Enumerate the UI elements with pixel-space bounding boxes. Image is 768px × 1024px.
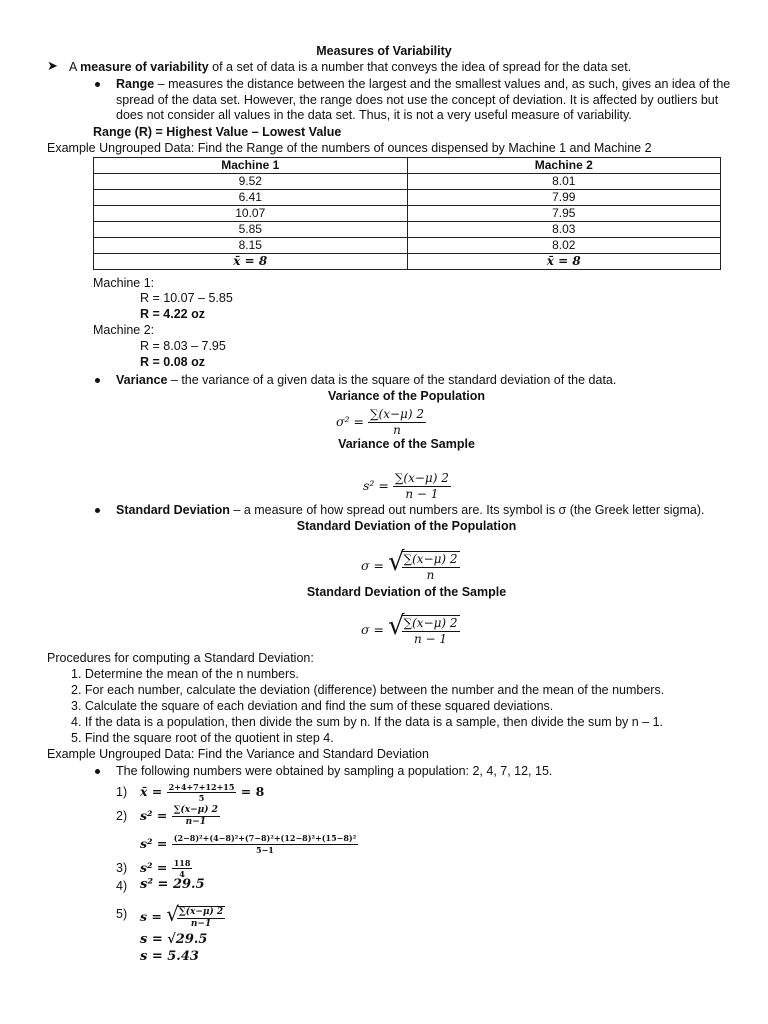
formula-lhs: s² = — [140, 808, 168, 823]
formula-lhs: s = — [140, 909, 162, 924]
table-cell: 8.01 — [407, 174, 721, 190]
stddev-definition — [116, 502, 705, 518]
page-title: Measures of Variability — [316, 44, 452, 58]
formula-fraction — [172, 858, 193, 879]
bullet-icon — [95, 82, 100, 87]
formula-denominator: n − 1 — [405, 487, 439, 501]
formula-fraction — [167, 782, 237, 803]
formula-numerator: 2+4+7+12+15 — [168, 782, 235, 792]
step-4-label: 4) — [116, 879, 128, 893]
machine-1-expression: R = 10.07 – 5.85 — [140, 291, 233, 305]
variance-definition — [116, 372, 616, 388]
bullet-icon — [95, 769, 100, 774]
table-cell: 8.03 — [407, 222, 721, 238]
formula-denominator: n — [393, 423, 401, 437]
step-5-formula — [140, 896, 225, 935]
formula-fraction — [402, 615, 460, 647]
stddev-desc: – a measure of how spread out numbers are. Its symbol is σ (the Greek letter sigma). — [229, 503, 705, 517]
formula-denominator: 5 — [198, 793, 205, 803]
range-line-3: does not consider all values in the data set. Thus, it is not a very useful measure of variability. — [116, 108, 632, 122]
table-cell: 8.15 — [94, 238, 408, 254]
formula-fraction — [402, 551, 460, 583]
table-cell: 8.02 — [407, 238, 721, 254]
procedure-step: 5. Find the square root of the quotient in step 4. — [71, 731, 334, 745]
variance-sample-formula — [363, 468, 451, 504]
table-cell: 6.41 — [94, 190, 408, 206]
formula-lhs: s² = — [363, 478, 389, 493]
range-text-1: – measures the distance between the largest and the smallest values and, as such, gives an idea of the — [154, 77, 731, 91]
intro-paragraph — [69, 59, 631, 75]
table-cell: 5.85 — [94, 222, 408, 238]
formula-numerator: ∑(x−μ) 2 — [369, 407, 424, 421]
table-header-row — [94, 158, 721, 174]
table-row — [94, 190, 721, 206]
intro-lead: A — [69, 60, 81, 74]
formula-fraction — [172, 805, 220, 828]
table-header-machine-2: Machine 2 — [407, 158, 721, 174]
range-term: Range — [116, 77, 155, 91]
table-cell: 7.99 — [407, 190, 721, 206]
procedure-step: 1. Determine the mean of the n numbers. — [71, 667, 299, 681]
formula-denominator: n−1 — [185, 817, 206, 827]
procedures-heading: Procedures for computing a Standard Deviation: — [47, 651, 314, 665]
step-5b-formula: s = √29.5 — [140, 932, 208, 947]
sqrt-icon: √ — [166, 902, 179, 926]
formula-lhs: s² = — [140, 836, 168, 851]
formula-numerator: ∑(x−μ) 2 — [178, 906, 224, 917]
intro-rest: of a set of data is a number that conveys the idea of spread for the data set. — [208, 60, 632, 74]
example-2-heading: Example Ungrouped Data: Find the Variance and Standard Deviation — [47, 747, 429, 761]
procedure-step: 2. For each number, calculate the deviation (difference) between the number and the mean of the numbers. — [71, 683, 665, 697]
range-line-2: spread of the data set. However, the range does not use the concept of deviation. It is affected by outliers but — [116, 93, 719, 107]
variance-population-heading: Variance of the Population — [328, 389, 485, 403]
intro-term: measure of variability — [80, 60, 209, 74]
formula-fraction — [368, 407, 426, 438]
sqrt-icon: √ — [387, 547, 405, 577]
step-5c-formula: s = 5.43 — [140, 949, 199, 964]
step-2-formula — [140, 802, 220, 830]
machine-2-expression: R = 8.03 – 7.95 — [140, 339, 226, 353]
table-cell: 9.52 — [94, 174, 408, 190]
machine-1-label: Machine 1: — [93, 276, 155, 290]
example-2-bullet: The following numbers were obtained by sampling a population: 2, 4, 7, 12, 15. — [116, 764, 553, 778]
table-cell: 10.07 — [94, 206, 408, 222]
step-1-label: 1) — [116, 785, 128, 799]
range-example-heading: Example Ungrouped Data: Find the Range of the numbers of ounces dispensed by Machine 1 and Machine 2 — [47, 141, 652, 155]
formula-numerator: 118 — [173, 858, 191, 868]
machine-1-result: R = 4.22 oz — [140, 307, 205, 321]
table-row — [94, 238, 721, 254]
formula-denominator: n — [426, 567, 435, 582]
stddev-population-formula — [361, 540, 460, 588]
formula-lhs: σ² = — [336, 414, 364, 429]
formula-numerator: ∑(x−μ) 2 — [403, 615, 458, 630]
formula-numerator: ∑(x−μ) 2 — [403, 551, 458, 566]
variance-desc: – the variance of a given data is the square of the standard deviation of the data. — [167, 373, 617, 387]
formula-lhs: x̄ = — [140, 784, 163, 799]
table-mean-cell: x̄ = 8 — [407, 254, 721, 270]
stddev-term: Standard Deviation — [116, 503, 230, 517]
formula-lhs: σ = — [361, 622, 384, 637]
machine-2-label: Machine 2: — [93, 323, 155, 337]
formula-fraction — [177, 906, 225, 930]
bullet-icon — [95, 378, 100, 383]
procedure-step: 4. If the data is a population, then divide the sum by n. If the data is a sample, then divide the sum by n – 1. — [71, 715, 664, 729]
stddev-sample-formula — [361, 604, 460, 652]
formula-denominator: 4 — [179, 869, 185, 879]
table-mean-cell: x̄ = 8 — [94, 254, 408, 270]
table-cell: 7.95 — [407, 206, 721, 222]
table-row — [94, 206, 721, 222]
table-mean-row — [94, 254, 721, 270]
step-2-label: 2) — [116, 809, 128, 823]
formula-denominator: n−1 — [190, 918, 212, 929]
step-5-label: 5) — [116, 907, 128, 921]
formula-denominator: n − 1 — [414, 631, 448, 646]
arrow-bullet-icon: ➤ — [47, 58, 58, 73]
stddev-population-heading: Standard Deviation of the Population — [296, 519, 517, 533]
bullet-icon — [95, 508, 100, 513]
step-3-label: 3) — [116, 861, 128, 875]
machine-2-result: R = 0.08 oz — [140, 355, 205, 369]
sqrt-icon: √ — [387, 611, 405, 641]
formula-numerator: ∑(x−μ) 2 — [394, 471, 449, 485]
stddev-sample-heading: Standard Deviation of the Sample — [306, 585, 507, 599]
formula-fraction — [393, 471, 451, 502]
machine-table — [93, 157, 721, 270]
range-line-1 — [116, 76, 730, 92]
formula-lhs: σ = — [361, 558, 384, 573]
formula-rhs: = 8 — [240, 784, 265, 799]
variance-term: Variance — [116, 373, 168, 387]
formula-numerator: (2−8)²+(4−8)²+(7−8)²+(12−8)²+(15−8)² — [173, 833, 357, 843]
formula-numerator: ∑(x−μ) 2 — [173, 805, 218, 815]
formula-denominator: 5−1 — [256, 845, 274, 855]
table-row — [94, 174, 721, 190]
table-row — [94, 222, 721, 238]
table-header-machine-1: Machine 1 — [94, 158, 408, 174]
formula-fraction — [172, 833, 359, 856]
step-4-formula: s² = 29.5 — [140, 877, 205, 892]
procedure-step: 3. Calculate the square of each deviation and find the sum of these squared deviations. — [71, 699, 554, 713]
range-formula: Range (R) = Highest Value – Lowest Value — [93, 125, 342, 139]
formula-lhs: s² = — [140, 860, 168, 875]
variance-sample-heading: Variance of the Sample — [338, 437, 475, 451]
variance-population-formula — [336, 404, 426, 440]
